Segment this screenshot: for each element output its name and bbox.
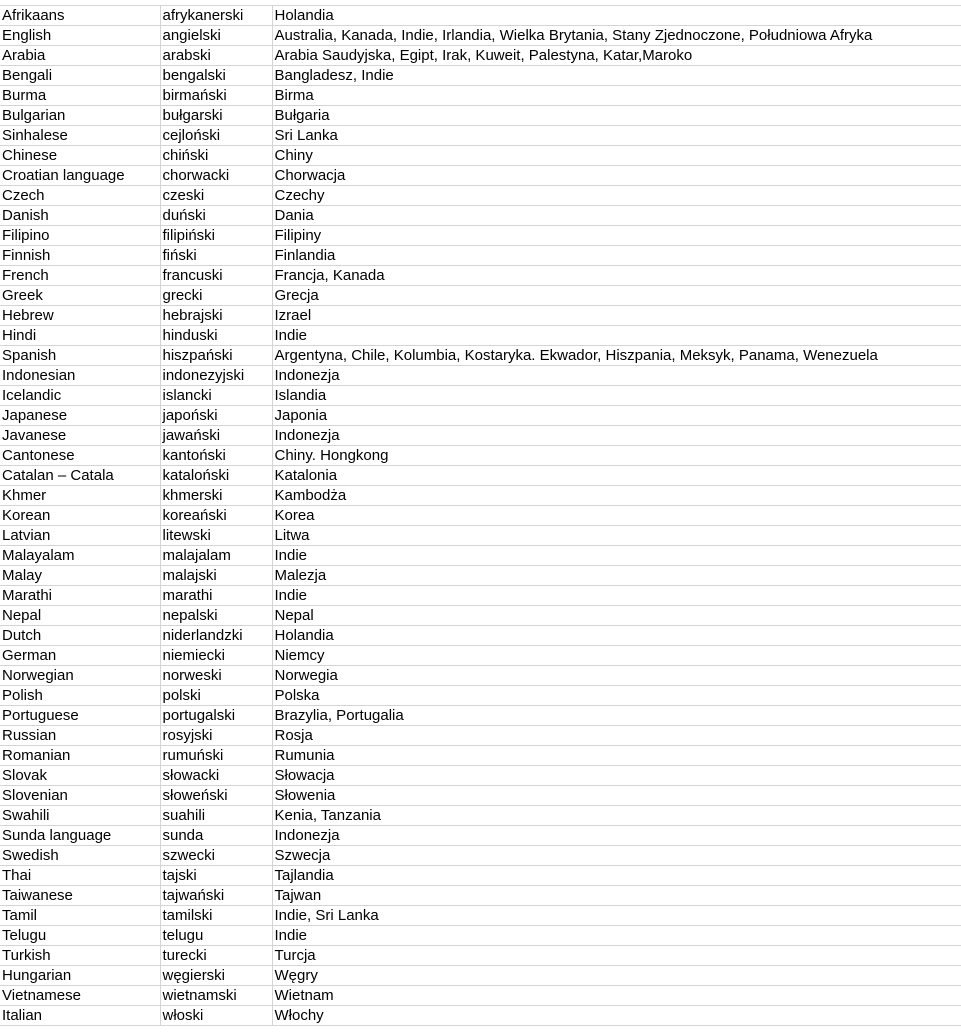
language-table [0, 5, 961, 1026]
cell-polish-name[interactable]: włoski [160, 1006, 272, 1026]
table-row [0, 666, 961, 686]
cell-countries[interactable]: Wietnam [272, 986, 961, 1006]
cell-polish-name[interactable]: marathi [160, 586, 272, 606]
cell-english-name[interactable]: Italian [0, 1006, 160, 1026]
cell-countries[interactable]: Holandia [272, 6, 961, 26]
cell-polish-name[interactable]: słowacki [160, 766, 272, 786]
cell-english-name[interactable]: French [0, 266, 160, 286]
cell-countries[interactable]: Indonezja [272, 826, 961, 846]
cell-countries[interactable]: Filipiny [272, 226, 961, 246]
cell-polish-name[interactable]: koreański [160, 506, 272, 526]
table-row [0, 486, 961, 506]
cell-polish-name[interactable]: kantoński [160, 446, 272, 466]
cell-polish-name[interactable]: hebrajski [160, 306, 272, 326]
cell-countries[interactable]: Katalonia [272, 466, 961, 486]
cell-countries[interactable]: Kambodża [272, 486, 961, 506]
table-row [0, 266, 961, 286]
table-row [0, 526, 961, 546]
cell-english-name[interactable]: English [0, 26, 160, 46]
cell-english-name[interactable]: Polish [0, 686, 160, 706]
table-row [0, 566, 961, 586]
cell-countries[interactable]: Grecja [272, 286, 961, 306]
table-row [0, 846, 961, 866]
cell-polish-name[interactable]: słoweński [160, 786, 272, 806]
table-row [0, 766, 961, 786]
cell-countries[interactable]: Bułgaria [272, 106, 961, 126]
table-row [0, 226, 961, 246]
table-row [0, 426, 961, 446]
cell-countries[interactable]: Szwecja [272, 846, 961, 866]
cell-english-name[interactable]: Vietnamese [0, 986, 160, 1006]
cell-english-name[interactable]: Chinese [0, 146, 160, 166]
cell-english-name[interactable]: Spanish [0, 346, 160, 366]
cell-english-name[interactable]: Hungarian [0, 966, 160, 986]
cell-countries[interactable]: Polska [272, 686, 961, 706]
table-row [0, 886, 961, 906]
cell-polish-name[interactable]: telugu [160, 926, 272, 946]
cell-english-name[interactable]: Filipino [0, 226, 160, 246]
cell-polish-name[interactable]: polski [160, 686, 272, 706]
cell-polish-name[interactable]: rosyjski [160, 726, 272, 746]
cell-polish-name[interactable]: tamilski [160, 906, 272, 926]
cell-english-name[interactable]: Icelandic [0, 386, 160, 406]
cell-english-name[interactable]: Telugu [0, 926, 160, 946]
cell-english-name[interactable]: Romanian [0, 746, 160, 766]
table-row [0, 546, 961, 566]
cell-english-name[interactable]: Turkish [0, 946, 160, 966]
cell-english-name[interactable]: Norwegian [0, 666, 160, 686]
cell-countries[interactable]: Finlandia [272, 246, 961, 266]
cell-english-name[interactable]: Korean [0, 506, 160, 526]
cell-countries[interactable]: Australia, Kanada, Indie, Irlandia, Wielka Brytania, Stany Zjednoczone, Południowa Afryka [272, 26, 961, 46]
cell-countries[interactable]: Bangladesz, Indie [272, 66, 961, 86]
table-row [0, 306, 961, 326]
table-row [0, 286, 961, 306]
cell-english-name[interactable]: Malay [0, 566, 160, 586]
cell-english-name[interactable]: Finnish [0, 246, 160, 266]
cell-countries[interactable]: Kenia, Tanzania [272, 806, 961, 826]
cell-polish-name[interactable]: tajski [160, 866, 272, 886]
table-row [0, 506, 961, 526]
table-row [0, 866, 961, 886]
cell-polish-name[interactable]: grecki [160, 286, 272, 306]
cell-polish-name[interactable]: bułgarski [160, 106, 272, 126]
cell-english-name[interactable]: Bengali [0, 66, 160, 86]
cell-polish-name[interactable]: fiński [160, 246, 272, 266]
table-row [0, 246, 961, 266]
cell-english-name[interactable]: Catalan – Catala [0, 466, 160, 486]
cell-english-name[interactable]: Hebrew [0, 306, 160, 326]
cell-countries[interactable]: Chiny [272, 146, 961, 166]
table-row [0, 166, 961, 186]
table-row [0, 66, 961, 86]
cell-polish-name[interactable]: islancki [160, 386, 272, 406]
cell-polish-name[interactable]: wietnamski [160, 986, 272, 1006]
cell-english-name[interactable]: Marathi [0, 586, 160, 606]
cell-polish-name[interactable]: arabski [160, 46, 272, 66]
table-row [0, 786, 961, 806]
cell-polish-name[interactable]: kataloński [160, 466, 272, 486]
table-row [0, 586, 961, 606]
cell-countries[interactable]: Korea [272, 506, 961, 526]
cell-polish-name[interactable]: niderlandzki [160, 626, 272, 646]
cell-english-name[interactable]: Khmer [0, 486, 160, 506]
cell-english-name[interactable]: Sinhalese [0, 126, 160, 146]
table-row [0, 86, 961, 106]
cell-english-name[interactable]: Burma [0, 86, 160, 106]
cell-countries[interactable]: Indie [272, 546, 961, 566]
cell-polish-name[interactable]: indonezyjski [160, 366, 272, 386]
cell-polish-name[interactable]: hinduski [160, 326, 272, 346]
cell-english-name[interactable]: Portuguese [0, 706, 160, 726]
table-row [0, 326, 961, 346]
cell-countries[interactable]: Tajlandia [272, 866, 961, 886]
cell-english-name[interactable]: Tamil [0, 906, 160, 926]
cell-countries[interactable]: Malezja [272, 566, 961, 586]
cell-english-name[interactable]: Taiwanese [0, 886, 160, 906]
cell-polish-name[interactable]: szwecki [160, 846, 272, 866]
cell-polish-name[interactable]: francuski [160, 266, 272, 286]
spreadsheet-grid [0, 5, 961, 1026]
cell-english-name[interactable]: Slovenian [0, 786, 160, 806]
cell-english-name[interactable]: Hindi [0, 326, 160, 346]
cell-polish-name[interactable]: norweski [160, 666, 272, 686]
cell-countries[interactable]: Indie, Sri Lanka [272, 906, 961, 926]
cell-polish-name[interactable]: rumuński [160, 746, 272, 766]
cell-countries[interactable]: Niemcy [272, 646, 961, 666]
cell-countries[interactable]: Izrael [272, 306, 961, 326]
cell-english-name[interactable]: Russian [0, 726, 160, 746]
table-row [0, 186, 961, 206]
cell-english-name[interactable]: Swedish [0, 846, 160, 866]
cell-polish-name[interactable]: hiszpański [160, 346, 272, 366]
cell-countries[interactable]: Holandia [272, 626, 961, 646]
table-row [0, 466, 961, 486]
cell-countries[interactable]: Rumunia [272, 746, 961, 766]
cell-polish-name[interactable]: czeski [160, 186, 272, 206]
cell-countries[interactable]: Litwa [272, 526, 961, 546]
table-row [0, 366, 961, 386]
cell-countries[interactable]: Indonezja [272, 426, 961, 446]
table-row [0, 206, 961, 226]
cell-countries[interactable]: Chorwacja [272, 166, 961, 186]
table-row [0, 966, 961, 986]
table-row [0, 986, 961, 1006]
table-row [0, 946, 961, 966]
cell-english-name[interactable]: Slovak [0, 766, 160, 786]
cell-english-name[interactable]: Czech [0, 186, 160, 206]
cell-english-name[interactable]: Nepal [0, 606, 160, 626]
cell-countries[interactable]: Birma [272, 86, 961, 106]
cell-polish-name[interactable]: nepalski [160, 606, 272, 626]
cell-polish-name[interactable]: cejloński [160, 126, 272, 146]
table-row [0, 6, 961, 26]
cell-polish-name[interactable]: bengalski [160, 66, 272, 86]
table-row [0, 1006, 961, 1026]
table-row [0, 726, 961, 746]
cell-polish-name[interactable]: niemiecki [160, 646, 272, 666]
cell-polish-name[interactable]: afrykanerski [160, 6, 272, 26]
cell-countries[interactable]: Turcja [272, 946, 961, 966]
table-row [0, 626, 961, 646]
table-row [0, 446, 961, 466]
table-row [0, 126, 961, 146]
cell-countries[interactable]: Słowenia [272, 786, 961, 806]
cell-english-name[interactable]: Danish [0, 206, 160, 226]
cell-english-name[interactable]: Thai [0, 866, 160, 886]
cell-polish-name[interactable]: birmański [160, 86, 272, 106]
cell-english-name[interactable]: Cantonese [0, 446, 160, 466]
cell-countries[interactable]: Francja, Kanada [272, 266, 961, 286]
cell-polish-name[interactable]: suahili [160, 806, 272, 826]
cell-polish-name[interactable]: filipiński [160, 226, 272, 246]
cell-countries[interactable]: Norwegia [272, 666, 961, 686]
table-row [0, 706, 961, 726]
table-row [0, 406, 961, 426]
cell-polish-name[interactable]: chorwacki [160, 166, 272, 186]
cell-english-name[interactable]: Arabia [0, 46, 160, 66]
cell-polish-name[interactable]: jawański [160, 426, 272, 446]
table-row [0, 746, 961, 766]
cell-countries[interactable]: Włochy [272, 1006, 961, 1026]
cell-countries[interactable]: Czechy [272, 186, 961, 206]
table-row [0, 146, 961, 166]
table-row [0, 686, 961, 706]
cell-english-name[interactable]: Malayalam [0, 546, 160, 566]
cell-polish-name[interactable]: portugalski [160, 706, 272, 726]
cell-english-name[interactable]: Indonesian [0, 366, 160, 386]
cell-polish-name[interactable]: japoński [160, 406, 272, 426]
cell-countries[interactable]: Tajwan [272, 886, 961, 906]
table-row [0, 926, 961, 946]
cell-countries[interactable]: Słowacja [272, 766, 961, 786]
table-row [0, 386, 961, 406]
table-row [0, 906, 961, 926]
cell-countries[interactable]: Brazylia, Portugalia [272, 706, 961, 726]
cell-english-name[interactable]: Sunda language [0, 826, 160, 846]
cell-countries[interactable]: Indie [272, 926, 961, 946]
cell-countries[interactable]: Sri Lanka [272, 126, 961, 146]
table-row [0, 106, 961, 126]
cell-english-name[interactable]: Japanese [0, 406, 160, 426]
table-row [0, 26, 961, 46]
cell-polish-name[interactable]: tajwański [160, 886, 272, 906]
table-row [0, 806, 961, 826]
cell-polish-name[interactable]: khmerski [160, 486, 272, 506]
cell-countries[interactable]: Indonezja [272, 366, 961, 386]
cell-countries[interactable]: Arabia Saudyjska, Egipt, Irak, Kuweit, Palestyna, Katar,Maroko [272, 46, 961, 66]
cell-countries[interactable]: Japonia [272, 406, 961, 426]
cell-countries[interactable]: Nepal [272, 606, 961, 626]
cell-polish-name[interactable]: węgierski [160, 966, 272, 986]
cell-countries[interactable]: Dania [272, 206, 961, 226]
cell-countries[interactable]: Islandia [272, 386, 961, 406]
cell-english-name[interactable]: Dutch [0, 626, 160, 646]
cell-polish-name[interactable]: litewski [160, 526, 272, 546]
cell-english-name[interactable]: Swahili [0, 806, 160, 826]
cell-english-name[interactable]: German [0, 646, 160, 666]
table-row [0, 646, 961, 666]
cell-english-name[interactable]: Croatian language [0, 166, 160, 186]
cell-english-name[interactable]: Javanese [0, 426, 160, 446]
cell-english-name[interactable]: Latvian [0, 526, 160, 546]
cell-countries[interactable]: Rosja [272, 726, 961, 746]
table-row [0, 46, 961, 66]
table-row [0, 606, 961, 626]
cell-polish-name[interactable]: chiński [160, 146, 272, 166]
cell-polish-name[interactable]: angielski [160, 26, 272, 46]
cell-polish-name[interactable]: turecki [160, 946, 272, 966]
cell-countries[interactable]: Indie [272, 586, 961, 606]
cell-polish-name[interactable]: malajski [160, 566, 272, 586]
cell-english-name[interactable]: Bulgarian [0, 106, 160, 126]
cell-countries[interactable]: Węgry [272, 966, 961, 986]
cell-countries[interactable]: Argentyna, Chile, Kolumbia, Kostaryka. Ekwador, Hiszpania, Meksyk, Panama, Wenezuela [272, 346, 961, 366]
table-row [0, 826, 961, 846]
cell-countries[interactable]: Indie [272, 326, 961, 346]
cell-english-name[interactable]: Greek [0, 286, 160, 306]
table-body [0, 6, 961, 1026]
cell-english-name[interactable]: Afrikaans [0, 6, 160, 26]
cell-countries[interactable]: Chiny. Hongkong [272, 446, 961, 466]
cell-polish-name[interactable]: sunda [160, 826, 272, 846]
table-row [0, 346, 961, 366]
cell-polish-name[interactable]: duński [160, 206, 272, 226]
cell-polish-name[interactable]: malajalam [160, 546, 272, 566]
